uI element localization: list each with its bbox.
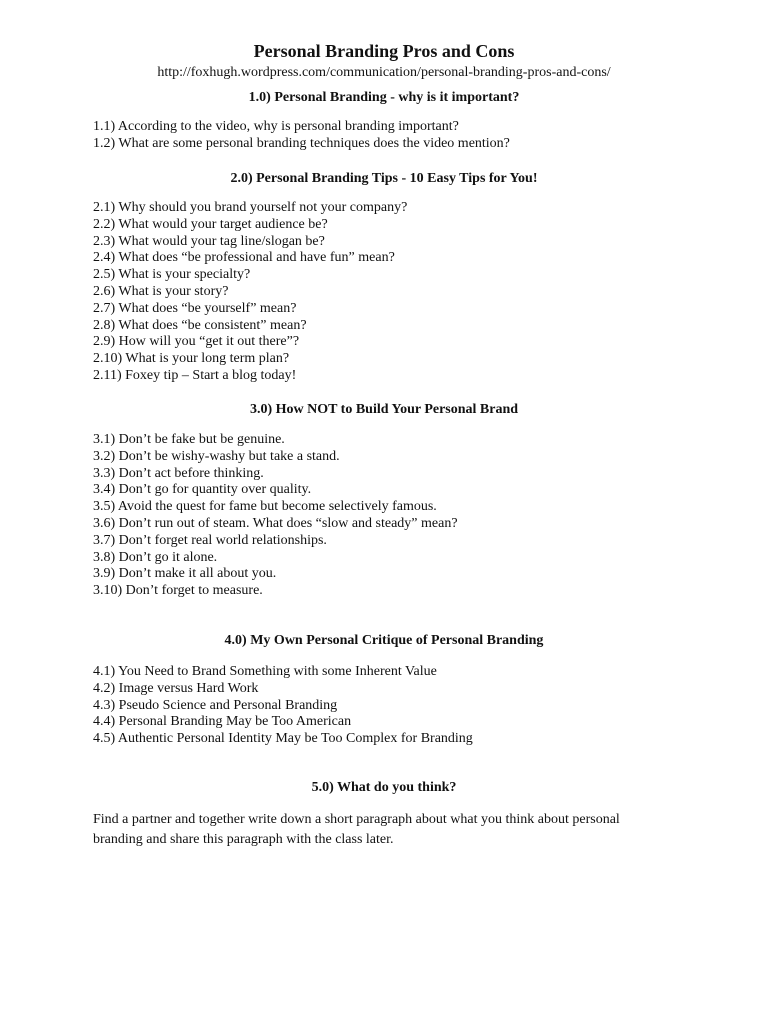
closing-paragraph: Find a partner and together write down a short paragraph about what you think about personal branding and share this paragraph with the class later. [93,812,620,847]
section-list-1 [93,119,510,153]
section-list-3 [93,432,458,600]
list-item: 3.1) Don’t be fake but be genuine. [93,432,285,447]
section-list-2 [93,200,407,385]
list-item: 3.10) Don’t forget to measure. [93,583,263,599]
list-item: 3.8) Don’t go it alone. [93,549,218,565]
list-item: 3.9) Don’t make it all about you. [93,566,277,582]
section-list-4 [93,664,473,748]
list-item: 2.11) Foxey tip – Start a blog today! [93,367,297,383]
list-item: 3.7) Don’t forget real world relationships. [93,532,327,548]
list-item: 2.8) What does “be consistent” mean? [93,317,307,333]
list-item: 2.9) How will you “get it out there”? [93,334,300,350]
list-item: 1.1) According to the video, why is personal branding important? [93,119,459,134]
list-item: 1.2) What are some personal branding techniques does the video mention? [93,135,510,151]
list-item: 3.3) Don’t act before thinking. [93,465,264,481]
list-item: 4.3) Pseudo Science and Personal Branding [93,697,338,713]
list-item: 3.5) Avoid the quest for fame but become selectively famous. [93,499,437,515]
list-item: 3.4) Don’t go for quantity over quality. [93,482,312,498]
section-heading-2: 2.0) Personal Branding Tips - 10 Easy Tips for You! [230,171,538,186]
list-item: 3.2) Don’t be wishy-washy but take a stand. [93,448,340,464]
list-item: 4.4) Personal Branding May be Too American [93,714,352,730]
list-item: 2.7) What does “be yourself” mean? [93,300,297,316]
section-heading-4: 4.0) My Own Personal Critique of Personal Branding [224,633,544,648]
document-title: Personal Branding Pros and Cons [253,41,515,61]
source-url: http://foxhugh.wordpress.com/communication/personal-branding-pros-and-cons/ [157,65,611,80]
list-item: 2.3) What would your tag line/slogan be? [93,233,325,249]
list-item: 2.5) What is your specialty? [93,267,251,283]
list-item: 2.1) Why should you brand yourself not your company? [93,200,408,215]
list-item: 4.1) You Need to Brand Something with some Inherent Value [93,664,437,679]
list-item: 4.5) Authentic Personal Identity May be Too Complex for Branding [93,731,473,747]
section-heading-1: 1.0) Personal Branding - why is it important? [248,90,520,105]
list-item: 2.2) What would your target audience be? [93,216,328,232]
list-item: 2.10) What is your long term plan? [93,351,290,367]
list-item: 2.4) What does “be professional and have fun” mean? [93,250,395,266]
list-item: 4.2) Image versus Hard Work [93,680,259,696]
section-heading-3: 3.0) How NOT to Build Your Personal Brand [249,402,519,417]
list-item: 2.6) What is your story? [93,283,229,299]
section-heading-5: 5.0) What do you think? [311,780,457,795]
list-item: 3.6) Don’t run out of steam. What does “slow and steady” mean? [93,515,458,531]
